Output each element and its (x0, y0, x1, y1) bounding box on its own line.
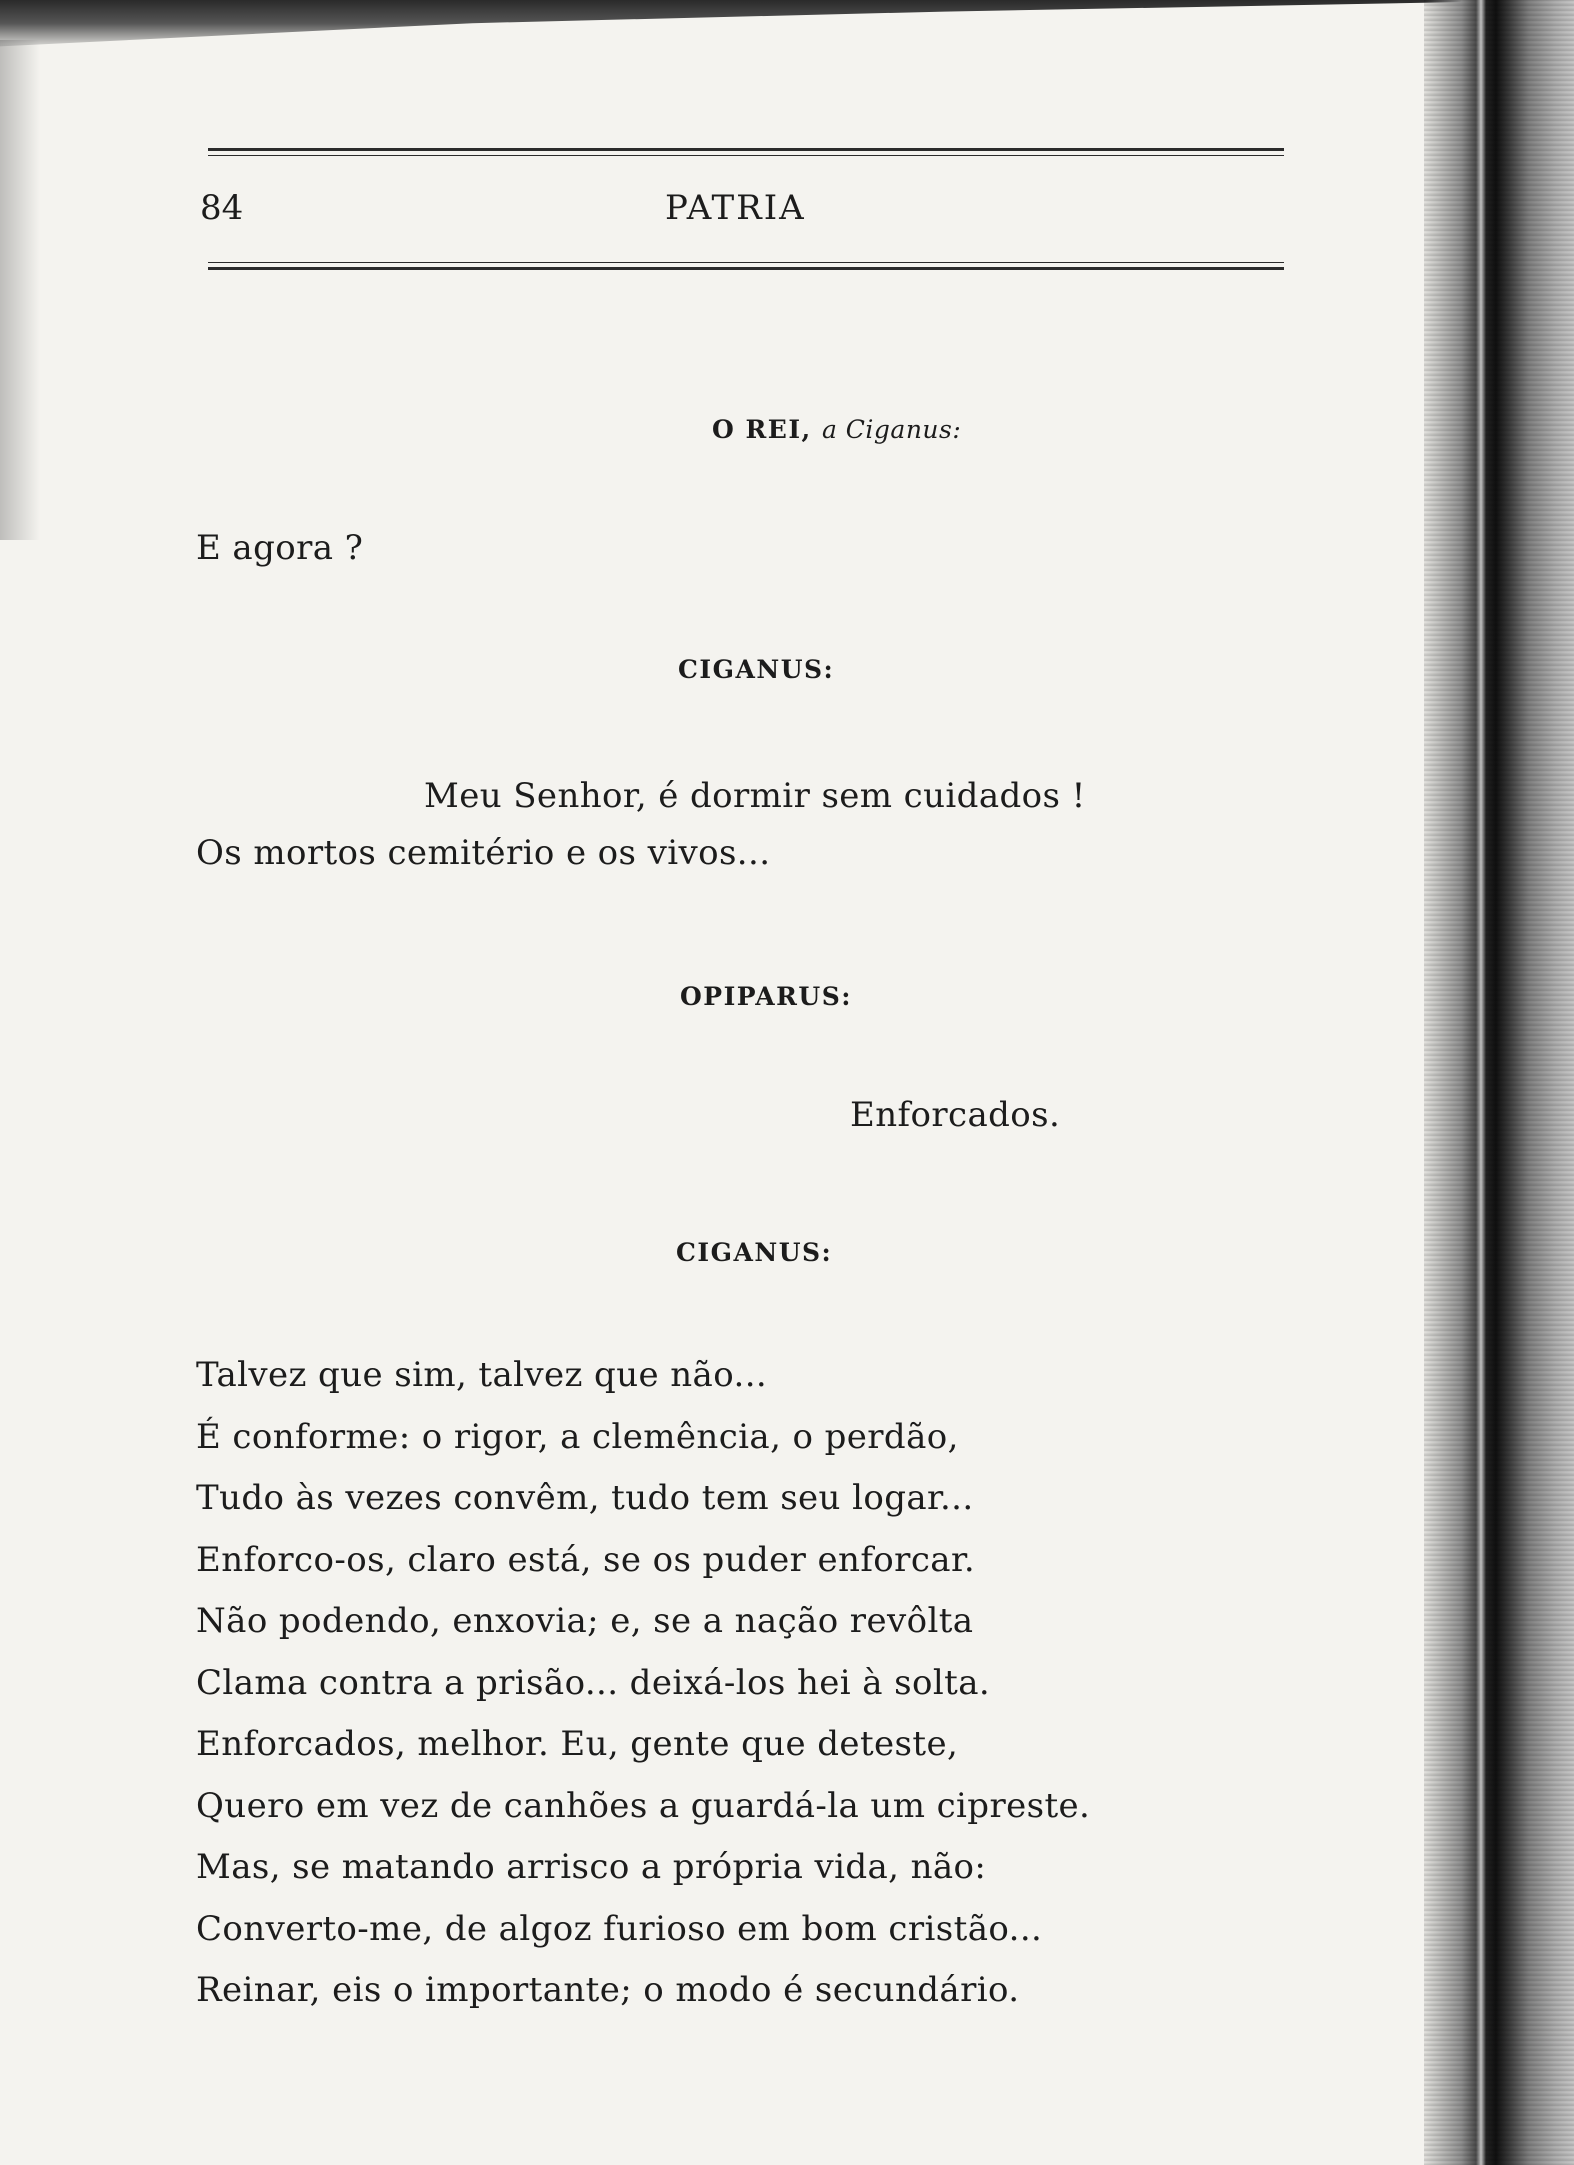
verse-line: É conforme: o rigor, a clemência, o perdão, (196, 1416, 959, 1457)
verse-line: Tudo às vezes convêm, tudo tem seu logar... (196, 1478, 974, 1518)
header-rule-top (208, 148, 1284, 156)
book-binding-gutter (1424, 0, 1574, 2165)
verse-line: Reinar, eis o importante; o modo é secundário. (196, 1970, 1020, 2010)
verse-line: Mas, se matando arrisco a própria vida, não: (196, 1847, 987, 1887)
scan-shadow-top (0, 0, 1574, 58)
verse-line: Converto-me, de algoz furioso em bom cristão... (196, 1908, 1043, 1949)
dialogue-line: Enforcados. (850, 1095, 1061, 1135)
speaker-heading (712, 415, 961, 444)
speaker-heading: OPIPARUS: (680, 982, 853, 1011)
verse-line: Clama contra a prisão... deixá-los hei à solta. (196, 1662, 991, 1703)
verse-line: Talvez que sim, talvez que não... (196, 1355, 768, 1395)
verse-line: Quero em vez de canhões a guardá-la um cipreste. (196, 1785, 1091, 1826)
stage-direction: a Ciganus: (821, 415, 962, 444)
speaker-name: O REI, (712, 415, 812, 444)
verse-line: Enforcados, melhor. Eu, gente que deteste, (196, 1724, 959, 1764)
verse-line: Enforco-os, claro está, se os puder enforcar. (196, 1539, 976, 1580)
scan-shadow-left (0, 40, 40, 540)
running-head (200, 180, 1290, 240)
running-title: PATRIA (665, 188, 806, 228)
speaker-heading: CIGANUS: (678, 655, 835, 684)
verse-line: Não podendo, enxovia; e, se a nação revôlta (196, 1601, 974, 1641)
verse-block (196, 1355, 1090, 2032)
dialogue-line: E agora ? (196, 528, 364, 568)
speaker-heading: CIGANUS: (676, 1238, 833, 1267)
book-binding-highlight (1476, 0, 1486, 2165)
dialogue-line: Os mortos cemitério e os vivos... (196, 833, 771, 873)
dialogue-line: Meu Senhor, é dormir sem cuidados ! (424, 776, 1086, 816)
header-rule-bottom (208, 262, 1284, 270)
page-number: 84 (200, 188, 244, 228)
